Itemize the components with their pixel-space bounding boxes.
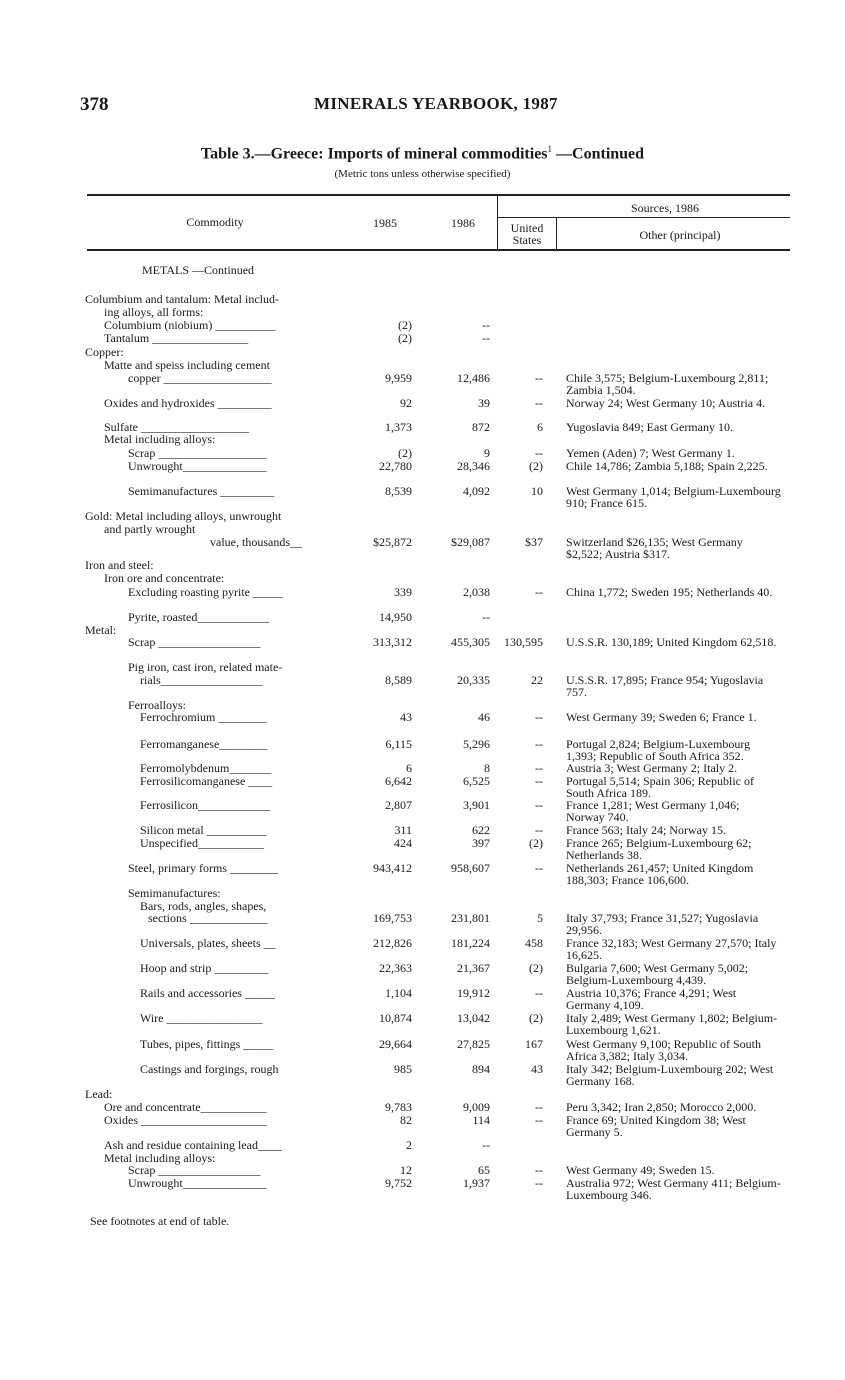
commodity-label: Silicon metal __________ xyxy=(140,824,267,837)
value-1985: 311 xyxy=(394,823,412,837)
value-1986: 12,486 xyxy=(457,371,490,385)
table-row xyxy=(0,306,845,319)
value-other-principal: China 1,772; Sweden 195; Netherlands 40. xyxy=(566,585,773,599)
value-other-principal: Austria 10,376; France 4,291; West Germany 4,109. xyxy=(566,986,737,1012)
value-1985: (2) xyxy=(398,446,412,460)
table-row xyxy=(0,319,845,332)
value-other-principal: Portugal 5,514; Spain 306; Republic of South Africa 189. xyxy=(566,774,754,800)
page-number: 378 xyxy=(80,94,109,115)
value-other-principal: Chile 14,786; Zambia 5,188; Spain 2,225. xyxy=(566,459,768,473)
commodity-label: Unwrought______________ xyxy=(128,460,267,473)
commodity-label: Semimanufactures: xyxy=(128,887,221,900)
commodity-label: Iron and steel: xyxy=(85,559,154,572)
table-row xyxy=(0,460,845,473)
commodity-label: Ferrosilicon____________ xyxy=(140,799,270,812)
value-other-principal: U.S.S.R. 130,189; United Kingdom 62,518. xyxy=(566,635,777,649)
value-1985: (2) xyxy=(398,318,412,332)
value-1985: 2,807 xyxy=(385,798,412,812)
value-other-principal: Portugal 2,824; Belgium-Luxembourg 1,393; Republic of South Africa 352. xyxy=(566,737,751,763)
top-rule xyxy=(87,194,790,196)
value-1985: 6,115 xyxy=(385,737,412,751)
value-other-principal: Australia 972; West Germany 411; Belgium-Luxembourg 346. xyxy=(566,1176,781,1202)
table-row xyxy=(0,636,845,649)
value-united-states: -- xyxy=(535,710,543,724)
value-1985: $25,872 xyxy=(373,535,412,549)
value-1986: 1,937 xyxy=(463,1176,490,1190)
commodity-label: Metal including alloys: xyxy=(104,1152,216,1165)
value-united-states: 130,595 xyxy=(504,635,543,649)
running-title: MINERALS YEARBOOK, 1987 xyxy=(314,94,558,113)
table-row xyxy=(0,510,845,523)
value-united-states: $37 xyxy=(525,535,543,549)
value-1986: 19,912 xyxy=(457,986,490,1000)
value-united-states: -- xyxy=(535,371,543,385)
value-united-states: 22 xyxy=(531,673,543,687)
header-sources: Sources, 1986 xyxy=(631,201,699,215)
value-1985: 2 xyxy=(406,1138,412,1152)
value-united-states: -- xyxy=(535,1113,543,1127)
value-other-principal: Netherlands 261,457; United Kingdom 188,303; France 106,600. xyxy=(566,861,754,887)
value-united-states: -- xyxy=(535,798,543,812)
value-1985: 943,412 xyxy=(373,861,412,875)
commodity-label: Unspecified___________ xyxy=(140,837,264,850)
commodity-label: copper __________________ xyxy=(128,372,272,385)
value-1985: 14,950 xyxy=(379,610,412,624)
commodity-label: Ferromolybdenum_______ xyxy=(140,762,272,775)
value-united-states: -- xyxy=(535,585,543,599)
value-1986: 8 xyxy=(484,761,490,775)
value-1986: 872 xyxy=(472,420,490,434)
value-other-principal: France 265; Belgium-Luxembourg 62; Netherlands 38. xyxy=(566,836,752,862)
commodity-label: Ferrochromium ________ xyxy=(140,711,267,724)
title-footnote-marker: 1 xyxy=(547,144,553,154)
value-1985: 6,642 xyxy=(385,774,412,788)
value-1985: 313,312 xyxy=(373,635,412,649)
commodity-label: Lead: xyxy=(85,1088,113,1101)
table-row xyxy=(0,611,845,624)
table-row xyxy=(0,1139,845,1152)
value-other-principal: West Germany 39; Sweden 6; France 1. xyxy=(566,710,757,724)
footnote-reference: See footnotes at end of table. xyxy=(90,1214,230,1228)
value-other-principal: Yemen (Aden) 7; West Germany 1. xyxy=(566,446,735,460)
value-1985: 22,780 xyxy=(379,459,412,473)
value-1985: 9,783 xyxy=(385,1100,412,1114)
value-1986: $29,087 xyxy=(451,535,490,549)
value-united-states: -- xyxy=(535,737,543,751)
value-other-principal: Switzerland $26,135; West Germany $2,522; Austria $317. xyxy=(566,535,743,561)
value-1985: 8,589 xyxy=(385,673,412,687)
commodity-label: Wire ________________ xyxy=(140,1012,263,1025)
value-1985: 82 xyxy=(400,1113,412,1127)
value-other-principal: West Germany 9,100; Republic of South Africa 3,382; Italy 3,034. xyxy=(566,1037,762,1063)
value-1986: 46 xyxy=(478,710,490,724)
value-united-states: 6 xyxy=(537,420,543,434)
table-row xyxy=(0,961,845,987)
value-other-principal: Bulgaria 7,600; West Germany 5,002; Belgium-Luxembourg 4,439. xyxy=(566,961,749,987)
table-row xyxy=(0,586,845,599)
table-row xyxy=(0,911,845,937)
table-row xyxy=(0,332,845,345)
commodity-label: Columbium and tantalum: Metal includ- xyxy=(85,293,279,306)
value-1986: 5,296 xyxy=(463,737,490,751)
value-1986: 6,525 xyxy=(463,774,490,788)
header-other-principal: Other (principal) xyxy=(639,228,721,242)
page-header xyxy=(80,94,785,118)
header-1985: 1985 xyxy=(373,216,397,230)
commodity-label: ing alloys, all forms: xyxy=(104,306,204,319)
commodity-label: Ferroalloys: xyxy=(128,699,186,712)
commodity-label: Ferrosilicomanganese ____ xyxy=(140,775,273,788)
table-row xyxy=(0,1011,845,1037)
value-1986: 894 xyxy=(472,1062,490,1076)
table-row xyxy=(0,711,845,724)
commodity-label: sections _____________ xyxy=(148,912,268,925)
value-united-states: -- xyxy=(535,823,543,837)
value-united-states: -- xyxy=(535,1100,543,1114)
value-1986: -- xyxy=(482,331,490,345)
value-other-principal: France 69; United Kingdom 38; West Germany 5. xyxy=(566,1113,746,1139)
value-other-principal: Italy 2,489; West Germany 1,802; Belgium-Luxembourg 1,621. xyxy=(566,1011,778,1037)
value-1985: 212,826 xyxy=(373,936,412,950)
value-1985: 169,753 xyxy=(373,911,412,925)
header-united: United xyxy=(510,221,544,235)
table-subtitle: (Metric tons unless otherwise specified) xyxy=(334,168,511,180)
value-other-principal: Yugoslavia 849; East Germany 10. xyxy=(566,420,733,434)
value-1986: 9,009 xyxy=(463,1100,490,1114)
table-row xyxy=(0,1062,845,1088)
us-column-divider xyxy=(556,218,557,249)
value-1985: 985 xyxy=(394,1062,412,1076)
table-title-text: Table 3.—Greece: Imports of mineral commodities xyxy=(200,145,548,163)
value-united-states: -- xyxy=(535,1176,543,1190)
value-1985: (2) xyxy=(398,331,412,345)
value-other-principal: Chile 3,575; Belgium-Luxembourg 2,811; Zambia 1,504. xyxy=(566,371,769,397)
value-united-states: 458 xyxy=(525,936,543,950)
commodity-label: Unwrought______________ xyxy=(128,1177,267,1190)
value-united-states: (2) xyxy=(529,459,543,473)
value-1985: 1,104 xyxy=(385,986,412,1000)
value-1986: 231,801 xyxy=(451,911,490,925)
table-row xyxy=(0,484,845,510)
commodity-label: Scrap __________________ xyxy=(128,447,267,460)
table-row xyxy=(0,737,845,763)
value-1985: 9,959 xyxy=(385,371,412,385)
value-1986: -- xyxy=(482,1138,490,1152)
commodity-label: Oxides _____________________ xyxy=(104,1114,267,1127)
value-united-states: -- xyxy=(535,774,543,788)
commodity-label: Bars, rods, angles, shapes, xyxy=(140,900,267,913)
table-row xyxy=(0,1037,845,1063)
value-united-states: -- xyxy=(535,861,543,875)
value-1986: 622 xyxy=(472,823,490,837)
header-commodity: Commodity xyxy=(186,215,244,229)
value-1985: 6 xyxy=(406,761,412,775)
value-1985: 8,539 xyxy=(385,484,412,498)
value-united-states: (2) xyxy=(529,836,543,850)
value-other-principal: Austria 3; West Germany 2; Italy 2. xyxy=(566,761,738,775)
value-1986: 27,825 xyxy=(457,1037,490,1051)
table-row xyxy=(0,887,845,900)
value-1986: 20,335 xyxy=(457,673,490,687)
value-1985: 339 xyxy=(394,585,412,599)
commodity-label: value, thousands__ xyxy=(210,536,302,549)
value-united-states: -- xyxy=(535,1163,543,1177)
commodity-label: Universals, plates, sheets __ xyxy=(140,937,276,950)
value-1985: 29,664 xyxy=(379,1037,412,1051)
value-1986: 958,607 xyxy=(451,861,490,875)
value-1986: 65 xyxy=(478,1163,490,1177)
commodity-label: and partly wrought xyxy=(104,523,196,536)
table-row xyxy=(0,673,845,699)
value-united-states: -- xyxy=(535,396,543,410)
section-heading: METALS —Continued xyxy=(142,263,255,277)
commodity-label: Metal including alloys: xyxy=(104,433,216,446)
value-other-principal: France 32,183; West Germany 27,570; Italy 16,625. xyxy=(566,936,777,962)
commodity-label: Columbium (niobium) __________ xyxy=(104,319,276,332)
value-1986: -- xyxy=(482,318,490,332)
value-united-states: 10 xyxy=(531,484,543,498)
table-row xyxy=(0,572,845,585)
value-united-states: 5 xyxy=(537,911,543,925)
table-row xyxy=(0,774,845,800)
value-1985: 43 xyxy=(400,710,412,724)
value-1986: 181,224 xyxy=(451,936,490,950)
table-title-suffix: —Continued xyxy=(552,145,645,163)
value-1985: 10,874 xyxy=(379,1011,412,1025)
value-1985: 92 xyxy=(400,396,412,410)
value-1985: 424 xyxy=(394,836,412,850)
commodity-label: Copper: xyxy=(85,346,124,359)
value-1985: 1,373 xyxy=(385,420,412,434)
table-row xyxy=(0,346,845,359)
value-1986: 39 xyxy=(478,396,490,410)
value-united-states: (2) xyxy=(529,1011,543,1025)
header-1986: 1986 xyxy=(451,216,475,230)
value-united-states: -- xyxy=(535,446,543,460)
commodity-label: Ferromanganese________ xyxy=(140,738,268,751)
table-row xyxy=(0,397,845,410)
table-row xyxy=(0,936,845,962)
commodity-label: Metal: xyxy=(85,624,117,637)
commodity-label: Ore and concentrate___________ xyxy=(104,1101,267,1114)
header-states: States xyxy=(512,233,542,247)
value-other-principal: West Germany 1,014; Belgium-Luxembourg 910; France 615. xyxy=(566,484,781,510)
value-other-principal: Peru 3,342; Iran 2,850; Morocco 2,000. xyxy=(566,1100,757,1114)
commodity-label: Hoop and strip _________ xyxy=(140,962,269,975)
value-1985: 12 xyxy=(400,1163,412,1177)
table-row xyxy=(0,371,845,397)
value-1986: 2,038 xyxy=(463,585,490,599)
value-1986: 21,367 xyxy=(457,961,490,975)
header-bottom-rule xyxy=(87,249,790,251)
value-1986: 114 xyxy=(472,1113,490,1127)
commodity-label: Tubes, pipes, fittings _____ xyxy=(140,1038,274,1051)
sources-rule xyxy=(497,217,790,218)
value-1986: 9 xyxy=(484,446,490,460)
table-row xyxy=(0,986,845,1012)
value-united-states: (2) xyxy=(529,961,543,975)
value-1986: -- xyxy=(482,610,490,624)
value-1986: 397 xyxy=(472,836,490,850)
table-row xyxy=(0,559,845,572)
commodity-label: Pyrite, roasted____________ xyxy=(128,611,270,624)
commodity-label: Gold: Metal including alloys, unwrought xyxy=(85,510,282,523)
value-1985: 22,363 xyxy=(379,961,412,975)
table-row xyxy=(0,1176,845,1202)
value-1985: 9,752 xyxy=(385,1176,412,1190)
value-1986: 4,092 xyxy=(463,484,490,498)
commodity-label: rials_________________ xyxy=(140,674,263,687)
value-1986: 3,901 xyxy=(463,798,490,812)
value-1986: 28,346 xyxy=(457,459,490,473)
commodity-label: Sulfate __________________ xyxy=(104,421,249,434)
value-other-principal: Norway 24; West Germany 10; Austria 4. xyxy=(566,396,766,410)
commodity-label: Semimanufactures _________ xyxy=(128,485,275,498)
commodity-label: Rails and accessories _____ xyxy=(140,987,275,1000)
value-other-principal: France 563; Italy 24; Norway 15. xyxy=(566,823,726,837)
table-row xyxy=(0,836,845,862)
commodity-label: Iron ore and concentrate: xyxy=(104,572,225,585)
commodity-label: Tantalum ________________ xyxy=(104,332,249,345)
commodity-label: Ash and residue containing lead____ xyxy=(104,1139,282,1152)
value-1986: 13,042 xyxy=(457,1011,490,1025)
commodity-label: Oxides and hydroxides _________ xyxy=(104,397,272,410)
table-title xyxy=(0,144,845,163)
value-united-states: -- xyxy=(535,986,543,1000)
commodity-label: Castings and forgings, rough xyxy=(140,1063,279,1076)
table-row xyxy=(0,535,845,561)
value-united-states: 167 xyxy=(525,1037,543,1051)
value-united-states: -- xyxy=(535,761,543,775)
table-row xyxy=(0,433,845,446)
table-row xyxy=(0,798,845,824)
value-other-principal: West Germany 49; Sweden 15. xyxy=(566,1163,715,1177)
value-other-principal: U.S.S.R. 17,895; France 954; Yugoslavia 757. xyxy=(566,673,764,699)
value-other-principal: Italy 37,793; France 31,527; Yugoslavia 29,956. xyxy=(566,911,759,937)
commodity-label: Scrap _________________ xyxy=(128,636,261,649)
commodity-label: Matte and speiss including cement xyxy=(104,359,270,372)
table-row xyxy=(0,1113,845,1139)
table-row xyxy=(0,861,845,887)
value-1986: 455,305 xyxy=(451,635,490,649)
value-other-principal: France 1,281; West Germany 1,046; Norway 740. xyxy=(566,798,740,824)
value-other-principal: Italy 342; Belgium-Luxembourg 202; West Germany 168. xyxy=(566,1062,774,1088)
commodity-label: Scrap _________________ xyxy=(128,1164,261,1177)
commodity-label: Excluding roasting pyrite _____ xyxy=(128,586,283,599)
commodity-label: Steel, primary forms ________ xyxy=(128,862,278,875)
table-row xyxy=(0,293,845,306)
value-united-states: 43 xyxy=(531,1062,543,1076)
commodity-label: Pig iron, cast iron, related mate- xyxy=(128,661,283,674)
